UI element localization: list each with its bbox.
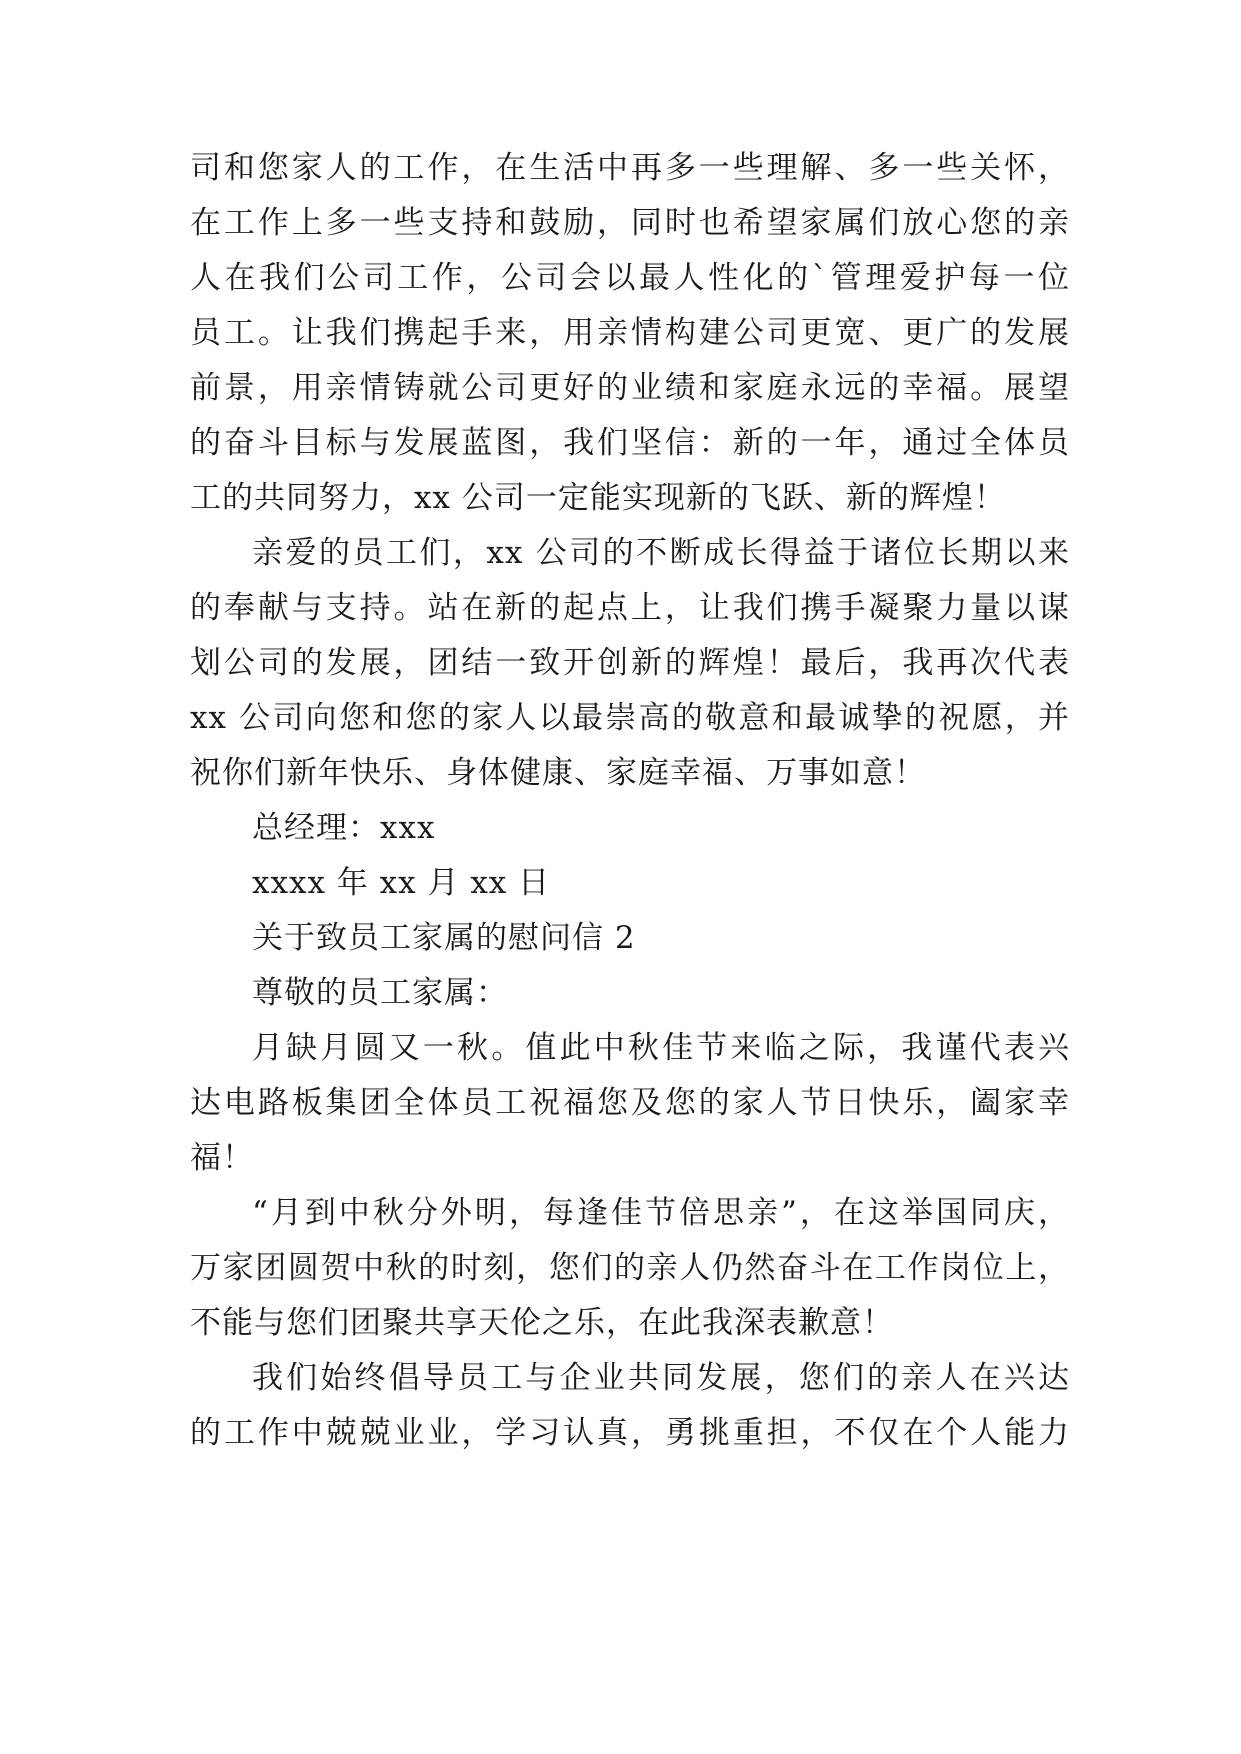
- text-line: 人在我们公司工作，公司会以最人性化的`管理爱护每一位: [190, 260, 1070, 296]
- text-line: 司和您家人的工作，在生活中再多一些理解、多一些关怀，: [190, 150, 1070, 186]
- text-line: 工的共同努力，xx 公司一定能实现新的飞跃、新的辉煌！: [190, 480, 1006, 516]
- text-line: 前景，用亲情铸就公司更好的业绩和家庭永远的幸福。展望: [190, 370, 1070, 406]
- paragraph-first-line: 我们始终倡导员工与企业共同发展，您们的亲人在兴达: [252, 1360, 1070, 1396]
- text-line: 的工作中兢兢业业，学习认真，勇挑重担，不仅在个人能力: [190, 1415, 1070, 1451]
- text-line: 的奋斗目标与发展蓝图，我们坚信：新的一年，通过全体员: [190, 425, 1070, 461]
- paragraph-first-line: 月缺月圆又一秋。值此中秋佳节来临之际，我谨代表兴: [252, 1030, 1070, 1066]
- text-line: 划公司的发展，团结一致开创新的辉煌！最后，我再次代表: [190, 645, 1070, 681]
- letter-heading: 关于致员工家属的慰问信 2: [252, 920, 636, 956]
- text-line: 万家团圆贺中秋的时刻，您们的亲人仍然奋斗在工作岗位上，: [190, 1250, 1070, 1286]
- text-line: 不能与您们团聚共享天伦之乐，在此我深表歉意！: [190, 1305, 894, 1341]
- signature-date: xxxx 年 xx 月 xx 日: [252, 865, 551, 901]
- text-line: xx 公司向您和您的家人以最崇高的敬意和最诚挚的祝愿，并: [190, 700, 1070, 736]
- text-line: 福！: [190, 1140, 254, 1176]
- text-line: 的奉献与支持。站在新的起点上，让我们携手凝聚力量以谋: [190, 590, 1070, 626]
- text-line: 达电路板集团全体员工祝福您及您的家人节日快乐，阖家幸: [190, 1085, 1070, 1121]
- text-line: 祝你们新年快乐、身体健康、家庭幸福、万事如意！: [190, 755, 926, 791]
- text-line: 在工作上多一些支持和鼓励，同时也希望家属们放心您的亲: [190, 205, 1070, 241]
- paragraph-first-line: “月到中秋分外明，每逢佳节倍思亲”，在这举国同庆，: [252, 1195, 1070, 1231]
- salutation: 尊敬的员工家属：: [252, 975, 508, 1011]
- signature-title: 总经理：xxx: [252, 810, 436, 846]
- paragraph-first-line: 亲爱的员工们，xx 公司的不断成长得益于诸位长期以来: [252, 535, 1070, 571]
- text-line: 员工。让我们携起手来，用亲情构建公司更宽、更广的发展: [190, 315, 1070, 351]
